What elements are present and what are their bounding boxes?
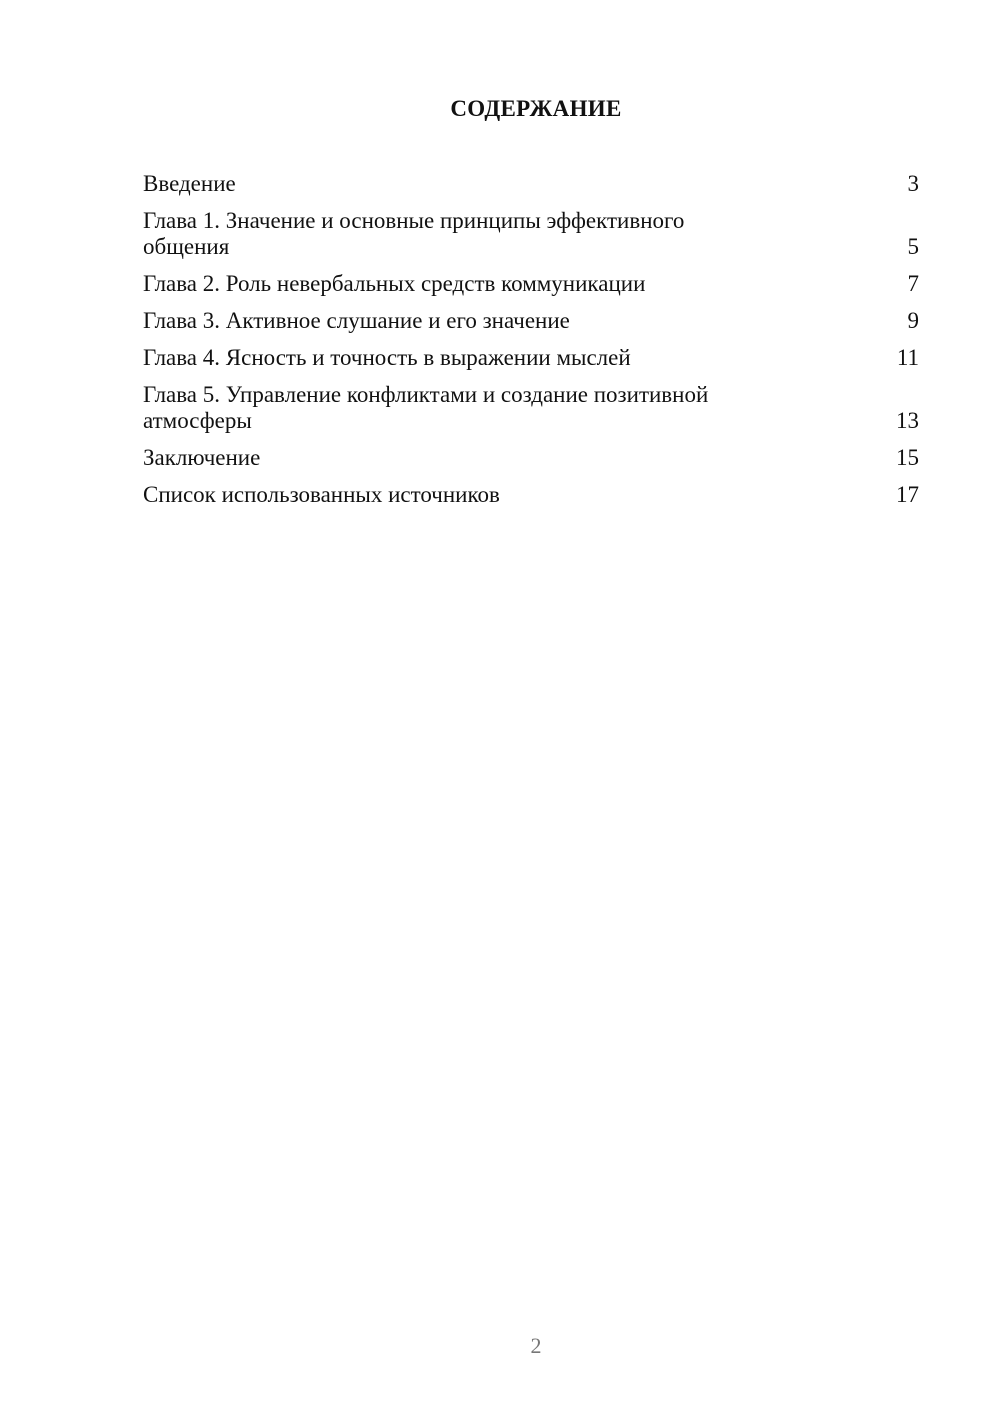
toc-entry-chapter-3 [143, 308, 919, 334]
toc-entry-page: 11 [896, 345, 919, 370]
toc-entry-page: 7 [907, 271, 919, 296]
toc-entry-page: 5 [907, 234, 919, 259]
toc-entry-page: 13 [896, 408, 919, 433]
toc-entry-page: 3 [907, 171, 919, 196]
toc-entry-label: Список использованных источников [143, 482, 500, 507]
toc-entry-conclusion [143, 445, 919, 471]
toc-entry-introduction [143, 171, 919, 197]
toc-entry-label: Введение [143, 171, 236, 196]
toc-entry-chapter-5 [143, 382, 919, 434]
toc-entry-chapter-1 [143, 208, 919, 260]
toc-entry-page: 15 [896, 445, 919, 470]
toc-title: СОДЕРЖАНИЕ [450, 96, 622, 121]
toc-entry-chapter-2 [143, 271, 919, 297]
toc-entry-label: Глава 1. Значение и основные принципы эффективного общения [143, 208, 685, 259]
page-number: 2 [530, 1333, 542, 1358]
toc-entry-references [143, 482, 919, 508]
toc-entry-label: Заключение [143, 445, 261, 470]
toc-entry-page: 17 [896, 482, 919, 507]
toc-entry-label: Глава 5. Управление конфликтами и создание позитивной атмосферы [143, 382, 709, 433]
toc-entry-chapter-4 [143, 345, 919, 371]
toc-entry-page: 9 [907, 308, 919, 333]
table-of-contents [143, 171, 919, 519]
toc-entry-label: Глава 3. Активное слушание и его значение [143, 308, 570, 333]
toc-entry-label: Глава 4. Ясность и точность в выражении мыслей [143, 345, 631, 370]
toc-entry-label: Глава 2. Роль невербальных средств коммуникации [143, 271, 646, 296]
